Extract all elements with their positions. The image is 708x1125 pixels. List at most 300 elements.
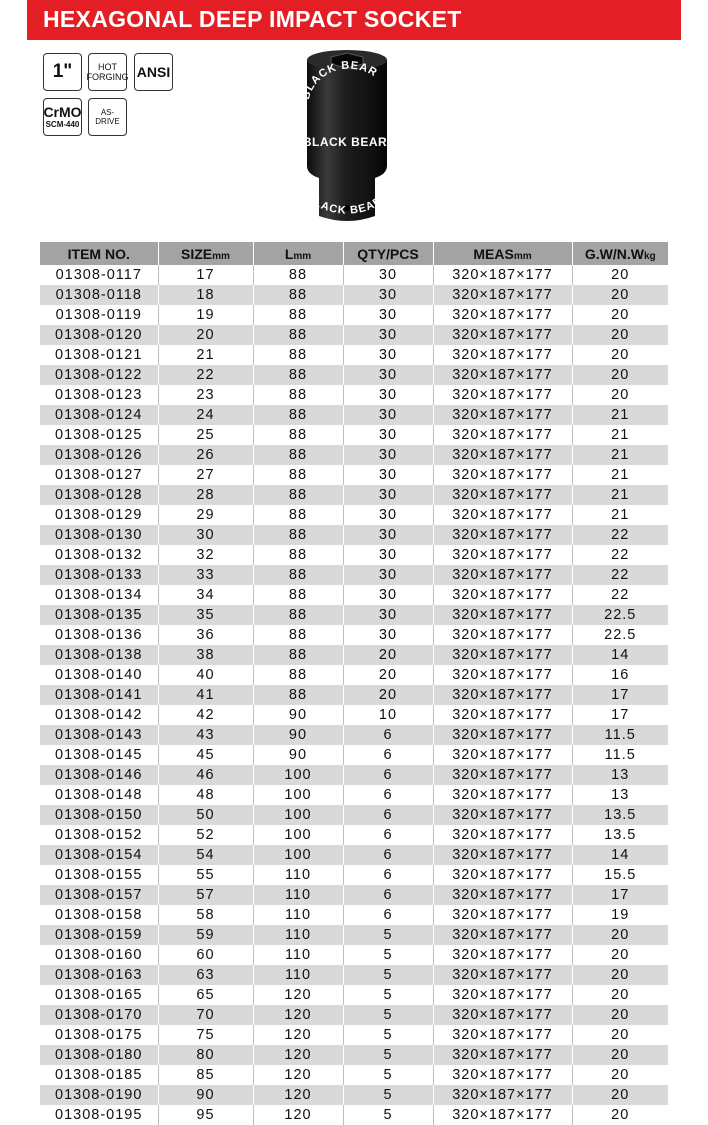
table-cell: 110 [253, 885, 343, 905]
table-cell: 13.5 [572, 825, 668, 845]
table-row [40, 725, 668, 745]
table-cell: 01308-0190 [40, 1085, 158, 1105]
column-label: G.W/N.W [584, 245, 644, 262]
table-cell: 01308-0124 [40, 405, 158, 425]
table-cell: 01308-0132 [55, 547, 143, 563]
table-cell: 01308-0165 [55, 987, 143, 1003]
table-cell: 01308-0127 [55, 467, 143, 483]
table-row [40, 345, 668, 365]
table-cell: 320×187×177 [433, 545, 572, 565]
table-cell: 16 [572, 665, 668, 685]
table-cell: 11.5 [572, 745, 668, 765]
table-row [40, 925, 668, 945]
table-cell: 21 [572, 465, 668, 485]
hot-forging-line1: HOT [98, 62, 117, 72]
table-cell: 59 [158, 925, 253, 945]
table-cell: 320×187×177 [433, 765, 572, 785]
table-row [40, 865, 668, 885]
table-cell: 43 [158, 725, 253, 745]
table-cell: 14 [572, 845, 668, 865]
hot-forging-line2: FORGING [86, 72, 129, 82]
column-header [343, 242, 433, 265]
table-cell: 110 [253, 925, 343, 945]
table-cell: 100 [253, 845, 343, 865]
table-cell: 320×187×177 [433, 665, 572, 685]
table-cell: 57 [158, 885, 253, 905]
table-cell: 320×187×177 [433, 445, 572, 465]
as-drive-text: AS-DRIVE [95, 108, 120, 126]
column-unit: kg [643, 250, 656, 262]
title-banner [27, 0, 681, 40]
column-label: L [284, 245, 294, 262]
table-cell: 30 [343, 385, 433, 405]
table-cell: 5 [343, 1045, 433, 1065]
table-cell: 120 [253, 1025, 343, 1045]
table-cell: 01308-0121 [55, 347, 143, 363]
table-cell: 20 [572, 1025, 668, 1045]
table-cell: 320×187×177 [433, 745, 572, 765]
table-cell: 88 [253, 465, 343, 485]
table-cell: 88 [253, 565, 343, 585]
table-cell: 21 [158, 345, 253, 365]
table-cell: 21 [572, 445, 668, 465]
table-cell: 320×187×177 [433, 565, 572, 585]
table-row [40, 285, 668, 305]
table-cell: 30 [343, 605, 433, 625]
brand-arc-bottom: BLACK BEAR [304, 191, 385, 217]
table-row [40, 305, 668, 325]
table-row [40, 985, 668, 1005]
table-cell: 320×187×177 [433, 805, 572, 825]
table-cell: 320×187×177 [433, 425, 572, 445]
table-row [40, 845, 668, 865]
table-row [40, 1025, 668, 1045]
table-row [40, 405, 668, 425]
table-cell: 88 [253, 685, 343, 705]
table-cell: 01308-0117 [55, 267, 142, 283]
table-cell: 6 [343, 745, 433, 765]
hot-forging-badge [88, 53, 127, 91]
drive-size-badge [43, 53, 82, 91]
table-cell: 54 [158, 845, 253, 865]
table-row [40, 565, 668, 585]
table-cell: 90 [253, 745, 343, 765]
table-cell: 60 [158, 945, 253, 965]
table-cell: 6 [343, 725, 433, 745]
table-cell: 18 [158, 285, 253, 305]
table-cell: 320×187×177 [433, 885, 572, 905]
table-cell: 320×187×177 [433, 1005, 572, 1025]
table-cell: 01308-0125 [55, 427, 143, 443]
table-cell: 320×187×177 [433, 965, 572, 985]
table-cell: 20 [572, 985, 668, 1005]
spec-table [40, 242, 668, 1125]
table-cell: 24 [158, 405, 253, 425]
table-cell: 63 [158, 965, 253, 985]
table-cell: 20 [572, 325, 668, 345]
table-cell: 15.5 [572, 865, 668, 885]
table-cell: 20 [572, 385, 668, 405]
table-cell: 320×187×177 [433, 525, 572, 545]
ansi-text: ANSI [136, 64, 171, 80]
table-cell: 20 [572, 1045, 668, 1065]
table-cell: 90 [158, 1085, 253, 1105]
table-cell: 01308-0129 [55, 507, 143, 523]
table-cell: 01308-0146 [40, 765, 158, 785]
table-cell: 320×187×177 [433, 825, 572, 845]
table-cell: 320×187×177 [433, 325, 572, 345]
table-row [40, 945, 668, 965]
table-row [40, 685, 668, 705]
table-cell: 20 [572, 965, 668, 985]
material-grade-text: SCM-440 [45, 119, 80, 129]
table-cell: 20 [343, 645, 433, 665]
table-cell: 88 [253, 545, 343, 565]
table-cell: 20 [343, 665, 433, 685]
table-row [40, 525, 668, 545]
table-row [40, 745, 668, 765]
table-row [40, 1085, 668, 1105]
table-cell: 320×187×177 [433, 925, 572, 945]
table-cell: 6 [343, 845, 433, 865]
table-row [40, 785, 668, 805]
table-cell: 34 [158, 585, 253, 605]
table-cell: 38 [158, 645, 253, 665]
table-cell: 30 [343, 265, 433, 285]
table-cell: 320×187×177 [433, 405, 572, 425]
table-cell: 30 [343, 305, 433, 325]
table-cell: 5 [343, 1005, 433, 1025]
table-cell: 19 [572, 905, 668, 925]
table-cell: 100 [253, 825, 343, 845]
table-cell: 20 [158, 325, 253, 345]
table-cell: 95 [158, 1105, 253, 1125]
table-cell: 21 [572, 405, 668, 425]
table-cell: 90 [253, 705, 343, 725]
table-cell: 01308-0119 [55, 307, 142, 323]
table-cell: 01308-0145 [55, 747, 143, 763]
table-row [40, 505, 668, 525]
socket-product-image [297, 48, 397, 226]
table-cell: 27 [158, 465, 253, 485]
table-cell: 01308-0134 [55, 587, 143, 603]
table-cell: 320×187×177 [433, 625, 572, 645]
table-cell: 01308-0170 [40, 1005, 158, 1025]
table-cell: 5 [343, 1065, 433, 1085]
table-cell: 20 [572, 1065, 668, 1085]
table-row [40, 765, 668, 785]
table-body [40, 265, 668, 1125]
table-cell: 01308-0158 [55, 907, 143, 923]
table-cell: 40 [158, 665, 253, 685]
table-cell: 42 [158, 705, 253, 725]
table-cell: 30 [343, 325, 433, 345]
table-cell: 320×187×177 [433, 365, 572, 385]
table-row [40, 825, 668, 845]
table-cell: 30 [343, 465, 433, 485]
table-cell: 30 [343, 365, 433, 385]
table-cell: 6 [343, 785, 433, 805]
table-cell: 22.5 [572, 625, 668, 645]
table-cell: 01308-0118 [40, 285, 158, 305]
table-row [40, 1005, 668, 1025]
table-row [40, 365, 668, 385]
table-cell: 30 [343, 405, 433, 425]
table-cell: 88 [253, 525, 343, 545]
table-row [40, 885, 668, 905]
table-cell: 30 [343, 525, 433, 545]
table-cell: 22 [572, 545, 668, 565]
table-cell: 01308-0143 [40, 725, 158, 745]
table-cell: 6 [343, 865, 433, 885]
table-cell: 20 [572, 1085, 668, 1105]
table-cell: 320×187×177 [433, 385, 572, 405]
table-cell: 17 [158, 265, 253, 285]
table-cell: 320×187×177 [433, 945, 572, 965]
table-cell: 01308-0148 [55, 787, 143, 803]
table-cell: 88 [253, 625, 343, 645]
table-cell: 6 [343, 825, 433, 845]
table-cell: 80 [158, 1045, 253, 1065]
table-cell: 100 [253, 805, 343, 825]
table-cell: 13.5 [572, 805, 668, 825]
brand-center: BLACK BEAR [302, 135, 388, 149]
table-cell: 6 [343, 805, 433, 825]
table-cell: 29 [158, 505, 253, 525]
table-row [40, 625, 668, 645]
column-label: ITEM NO. [67, 245, 130, 262]
table-cell: 5 [343, 925, 433, 945]
table-cell: 320×187×177 [433, 1105, 572, 1125]
material-badge [43, 98, 82, 136]
table-cell: 120 [253, 985, 343, 1005]
table-cell: 01308-0130 [40, 525, 158, 545]
table-cell: 01308-0133 [40, 565, 158, 585]
table-cell: 21 [572, 505, 668, 525]
table-row [40, 425, 668, 445]
table-cell: 6 [343, 885, 433, 905]
table-cell: 320×187×177 [433, 345, 572, 365]
table-cell: 17 [572, 705, 668, 725]
column-label: SIZE [181, 245, 213, 262]
table-cell: 88 [253, 645, 343, 665]
table-row [40, 445, 668, 465]
table-cell: 320×187×177 [433, 785, 572, 805]
table-cell: 48 [158, 785, 253, 805]
table-cell: 88 [253, 285, 343, 305]
table-cell: 120 [253, 1085, 343, 1105]
table-cell: 120 [253, 1105, 343, 1125]
table-cell: 11.5 [572, 725, 668, 745]
column-label: QTY/PCS [357, 245, 419, 262]
table-cell: 30 [343, 625, 433, 645]
table-cell: 120 [253, 1005, 343, 1025]
as-drive-badge [88, 98, 127, 136]
table-cell: 320×187×177 [433, 1025, 572, 1045]
table-cell: 01308-0163 [40, 965, 158, 985]
table-cell: 88 [253, 605, 343, 625]
table-cell: 10 [343, 705, 433, 725]
table-cell: 110 [253, 945, 343, 965]
table-cell: 01308-0150 [40, 805, 158, 825]
table-cell: 320×187×177 [433, 985, 572, 1005]
table-row [40, 265, 668, 285]
table-cell: 88 [253, 325, 343, 345]
table-cell: 01308-0138 [40, 645, 158, 665]
table-cell: 17 [572, 885, 668, 905]
table-row [40, 905, 668, 925]
table-cell: 01308-0123 [55, 387, 143, 403]
table-row [40, 805, 668, 825]
table-cell: 320×187×177 [433, 645, 572, 665]
table-cell: 22 [572, 525, 668, 545]
table-row [40, 485, 668, 505]
table-cell: 88 [253, 385, 343, 405]
column-unit: mm [212, 250, 230, 262]
table-cell: 70 [158, 1005, 253, 1025]
table-cell: 110 [253, 965, 343, 985]
table-cell: 5 [343, 1105, 433, 1125]
table-cell: 320×187×177 [433, 865, 572, 885]
table-cell: 01308-0185 [55, 1067, 143, 1083]
table-cell: 01308-0140 [55, 667, 143, 683]
table-cell: 320×187×177 [433, 685, 572, 705]
table-cell: 01308-0180 [40, 1045, 158, 1065]
table-cell: 320×187×177 [433, 725, 572, 745]
table-cell: 30 [343, 565, 433, 585]
table-cell: 65 [158, 985, 253, 1005]
table-cell: 20 [572, 1105, 668, 1125]
table-cell: 20 [572, 305, 668, 325]
table-cell: 55 [158, 865, 253, 885]
table-cell: 01308-0159 [40, 925, 158, 945]
table-cell: 30 [343, 445, 433, 465]
table-row [40, 705, 668, 725]
table-cell: 01308-0157 [40, 885, 158, 905]
table-cell: 22 [572, 565, 668, 585]
table-row [40, 665, 668, 685]
table-row [40, 1065, 668, 1085]
table-cell: 5 [343, 945, 433, 965]
table-cell: 88 [253, 665, 343, 685]
table-cell: 5 [343, 965, 433, 985]
table-cell: 5 [343, 985, 433, 1005]
column-header [433, 242, 572, 265]
table-cell: 01308-0195 [55, 1107, 143, 1123]
table-cell: 88 [253, 365, 343, 385]
table-cell: 14 [572, 645, 668, 665]
table-cell: 50 [158, 805, 253, 825]
table-cell: 320×187×177 [433, 1085, 572, 1105]
table-cell: 85 [158, 1065, 253, 1085]
table-cell: 320×187×177 [433, 1045, 572, 1065]
table-cell: 01308-0122 [40, 365, 158, 385]
table-cell: 30 [343, 545, 433, 565]
table-cell: 88 [253, 305, 343, 325]
table-cell: 320×187×177 [433, 305, 572, 325]
table-header-row [40, 242, 668, 265]
page-title: HEXAGONAL DEEP IMPACT SOCKET [43, 6, 462, 32]
table-cell: 88 [253, 585, 343, 605]
table-cell: 6 [343, 765, 433, 785]
table-row [40, 385, 668, 405]
table-cell: 25 [158, 425, 253, 445]
drive-size-text: 1" [52, 61, 73, 82]
table-cell: 30 [343, 425, 433, 445]
column-header [253, 242, 343, 265]
table-cell: 20 [572, 345, 668, 365]
table-cell: 320×187×177 [433, 605, 572, 625]
table-cell: 19 [158, 305, 253, 325]
brand-arc-top: BLACK BEAR [300, 59, 380, 101]
table-cell: 01308-0160 [55, 947, 143, 963]
table-cell: 30 [343, 485, 433, 505]
table-cell: 01308-0126 [40, 445, 158, 465]
table-cell: 20 [572, 1005, 668, 1025]
table-cell: 01308-0154 [40, 845, 158, 865]
table-cell: 88 [253, 345, 343, 365]
table-cell: 320×187×177 [433, 1065, 572, 1085]
table-cell: 01308-0142 [55, 707, 143, 723]
table-cell: 13 [572, 785, 668, 805]
table-cell: 88 [253, 425, 343, 445]
table-cell: 320×187×177 [433, 705, 572, 725]
table-cell: 320×187×177 [433, 845, 572, 865]
table-row [40, 965, 668, 985]
table-cell: 23 [158, 385, 253, 405]
table-cell: 320×187×177 [433, 905, 572, 925]
table-cell: 320×187×177 [433, 505, 572, 525]
table-cell: 26 [158, 445, 253, 465]
column-unit: mm [513, 250, 532, 262]
table-cell: 01308-0155 [55, 867, 143, 883]
table-cell: 01308-0141 [40, 685, 158, 705]
table-row [40, 645, 668, 665]
table-row [40, 585, 668, 605]
table-cell: 01308-0136 [55, 627, 143, 643]
table-cell: 01308-0152 [55, 827, 143, 843]
table-cell: 20 [572, 265, 668, 285]
table-cell: 110 [253, 905, 343, 925]
table-cell: 320×187×177 [433, 285, 572, 305]
table-cell: 100 [253, 785, 343, 805]
table-cell: 01308-0128 [40, 485, 158, 505]
table-cell: 33 [158, 565, 253, 585]
table-cell: 75 [158, 1025, 253, 1045]
table-cell: 30 [343, 285, 433, 305]
table-row [40, 1105, 668, 1125]
table-cell: 100 [253, 765, 343, 785]
table-cell: 20 [343, 685, 433, 705]
table-cell: 120 [253, 1045, 343, 1065]
table-cell: 01308-0175 [55, 1027, 143, 1043]
table-cell: 320×187×177 [433, 265, 572, 285]
table-cell: 01308-0120 [40, 325, 158, 345]
table-cell: 28 [158, 485, 253, 505]
table-cell: 88 [253, 265, 343, 285]
table-cell: 320×187×177 [433, 585, 572, 605]
table-cell: 22 [572, 585, 668, 605]
column-header [40, 242, 158, 265]
table-cell: 17 [572, 685, 668, 705]
table-row [40, 1045, 668, 1065]
material-text: CrMO [43, 103, 82, 120]
table-cell: 6 [343, 905, 433, 925]
column-label: MEAS [473, 245, 514, 262]
table-cell: 35 [158, 605, 253, 625]
table-cell: 30 [343, 585, 433, 605]
table-cell: 5 [343, 1085, 433, 1105]
